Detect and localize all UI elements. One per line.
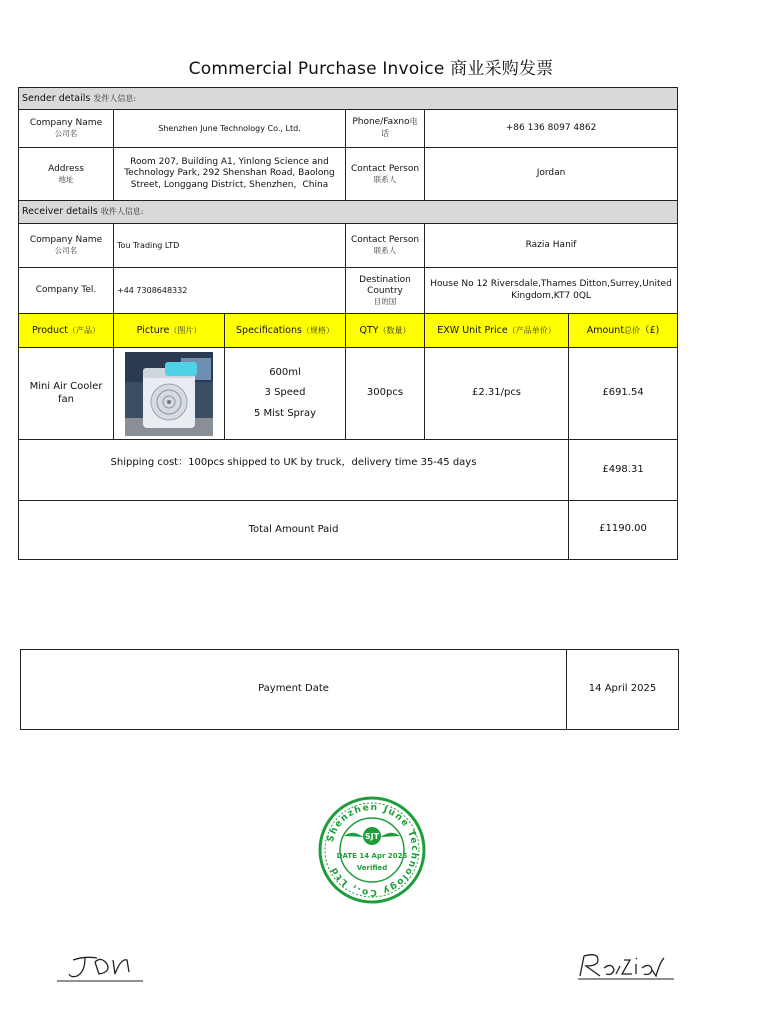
total-row [19, 501, 678, 560]
payment-table [20, 649, 679, 730]
sender-section-label-cn: 发件人信息: [93, 93, 137, 103]
sender-phone-label-cn: 电话 [381, 117, 418, 138]
col-specs-header [225, 314, 346, 348]
stamp-initials: SJT [364, 832, 380, 841]
col-picture-label: Picture [136, 324, 170, 336]
sender-company-name: Shenzhen June Technology Co., Ltd. [114, 110, 346, 148]
air-cooler-fan-photo [125, 352, 213, 436]
col-picture-header [114, 314, 225, 348]
invoice-title [0, 54, 742, 79]
receiver-tel: +44 7308648332 [114, 268, 346, 314]
sender-signature [55, 950, 147, 984]
col-qty-label: QTY [359, 324, 379, 336]
sender-phone-label: Phone/Faxno [352, 117, 410, 128]
payment-row [21, 650, 679, 730]
receiver-company-name-label-cell [19, 224, 114, 268]
item-row [19, 348, 678, 440]
shipping-amount: £498.31 [569, 440, 678, 501]
payment-date: 14 April 2025 [567, 650, 679, 730]
col-qty-header [346, 314, 425, 348]
col-amount-header [569, 314, 678, 348]
col-qty-label-cn: （数量） [378, 325, 411, 335]
item-amount: £691.54 [569, 348, 678, 440]
payment-date-label: Payment Date [21, 650, 567, 730]
sender-contact-label-cn: 联系人 [373, 174, 397, 184]
receiver-tel-label: Company Tel. [19, 268, 114, 314]
col-specs-label: Specifications [236, 324, 302, 336]
col-product-label: Product [31, 324, 69, 336]
receiver-dest-label: Destination Country [359, 274, 411, 296]
item-spec-capacity: 600ml [269, 366, 301, 378]
item-unit-price: £2.31/pcs [425, 348, 569, 440]
receiver-company-row [19, 224, 678, 268]
items-header-row [19, 314, 678, 348]
receiver-signature [572, 948, 678, 984]
col-product-label-cn: （产品） [68, 325, 101, 335]
sender-phone: +86 136 8097 4862 [425, 110, 678, 148]
col-unit-price-header [425, 314, 569, 348]
company-stamp [318, 796, 426, 904]
col-picture-label-cn: （图片） [169, 325, 202, 335]
shipping-text: Shipping cost：100pcs shipped to UK by truck，delivery time 35-45 days [19, 440, 569, 501]
receiver-contact-label: Contact Person [350, 235, 420, 246]
col-specs-label-cn: （规格） [301, 325, 334, 335]
col-product-header [19, 314, 114, 348]
stamp-status: Verified [356, 864, 388, 872]
receiver-company-name-label: Company Name [29, 235, 103, 246]
receiver-contact-label-cn: 联系人 [373, 246, 397, 256]
col-unit-price-label-cn: （产品单价） [507, 325, 556, 335]
invoice-table [18, 87, 678, 560]
receiver-dest-label-cell [346, 268, 425, 314]
receiver-section-header [19, 201, 678, 224]
sender-company-name-label-cn: 公司名 [54, 129, 78, 139]
stamp-ring-text: Shenzhen June Technology Co., Ltd [325, 802, 420, 898]
item-picture-cell [114, 348, 225, 440]
sender-section-header [19, 88, 678, 110]
sender-company-name-label-cell [19, 110, 114, 148]
sender-contact-label: Contact Person [350, 163, 420, 174]
sender-company-row [19, 110, 678, 148]
sender-contact: Jordan [425, 148, 678, 201]
sender-address-row [19, 148, 678, 201]
receiver-company-name-label-cn: 公司名 [54, 246, 78, 256]
sender-phone-label-cell [346, 110, 425, 148]
shipping-row [19, 440, 678, 501]
invoice-title-cn: 商业采购发票 [450, 59, 554, 79]
receiver-section-label: Receiver details [22, 206, 98, 218]
stamp-date: DATE 14 Apr 2025 [336, 852, 408, 860]
item-spec-speed: 3 Speed [264, 387, 306, 399]
sender-address-label-cn: 地址 [58, 174, 74, 184]
invoice-title-en: Commercial Purchase Invoice [188, 59, 445, 79]
sender-section-label: Sender details [22, 92, 91, 104]
sender-address: Room 207, Building A1, Yinlong Science and Technology Park, 292 Shenshan Road, Baolong Street, Longgang District, Shenzhen，China [114, 148, 346, 201]
receiver-dest-label-cn: 目的国 [373, 297, 397, 307]
col-amount-label: Amount [586, 324, 625, 336]
receiver-tel-row [19, 268, 678, 314]
receiver-section-label-cn: 收件人信息: [100, 207, 144, 217]
item-spec-mist: 5 Mist Spray [253, 407, 317, 419]
receiver-contact-label-cell [346, 224, 425, 268]
col-amount-unit: （£) [640, 324, 660, 336]
item-specs-cell [225, 348, 346, 440]
col-unit-price-label: EXW Unit Price [437, 324, 508, 336]
total-label: Total Amount Paid [19, 501, 569, 560]
receiver-contact: Razia Hanif [425, 224, 678, 268]
receiver-dest: House No 12 Riversdale,Thames Ditton,Surrey,United Kingdom,KT7 0QL [425, 268, 678, 314]
item-product: Mini Air Cooler fan [19, 348, 114, 440]
sender-contact-label-cell [346, 148, 425, 201]
sender-address-label: Address [48, 163, 84, 174]
sender-address-label-cell [19, 148, 114, 201]
item-qty: 300pcs [346, 348, 425, 440]
total-amount: £1190.00 [569, 501, 678, 560]
receiver-company-name: Tou Trading LTD [114, 224, 346, 268]
sender-company-name-label: Company Name [29, 118, 103, 129]
col-amount-label-cn: 总价 [624, 325, 641, 335]
